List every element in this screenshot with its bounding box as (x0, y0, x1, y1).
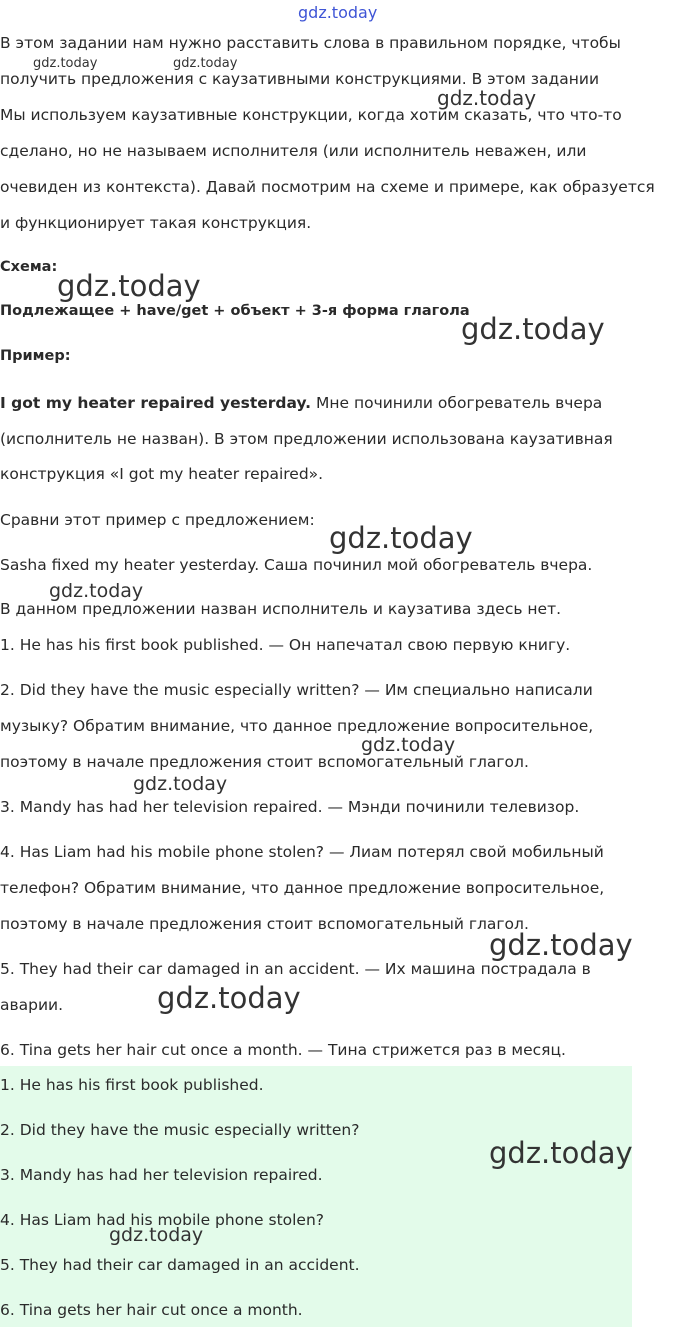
watermark: gdz.today (109, 1224, 204, 1246)
answer-box (0, 1066, 632, 1327)
intro-line: сделано, но не называем исполнителя (или исполнитель неважен, или (0, 142, 587, 160)
intro-line: очевиден из контекста). Давай посмотрим на схеме и примере, как образуется (0, 178, 655, 196)
watermark: gdz.today (489, 1136, 633, 1170)
watermark: gdz.today (329, 521, 473, 555)
intro-line: Мы используем каузативные конструкции, когда хотим сказать, что что-то (0, 106, 622, 124)
compare-sentence: Sasha fixed my heater yesterday. Саша починил мой обогреватель вчера. (0, 556, 593, 574)
intro-line: получить предложения с каузативными конструкциями. В этом задании (0, 70, 600, 88)
explanation-line: 2. Did they have the music especially written? — Им специально написали (0, 681, 593, 699)
example-sentence (0, 394, 602, 412)
watermark: gdz.today (173, 56, 238, 71)
watermark: gdz.today (133, 773, 228, 795)
explanation-line: 4. Has Liam had his mobile phone stolen? — Лиам потерял свой мобильный (0, 843, 604, 861)
scheme-label: Схема: (0, 259, 58, 275)
example-bold: I got my heater repaired yesterday. (0, 394, 312, 412)
watermark: gdz.today (157, 981, 301, 1015)
example-label: Пример: (0, 348, 71, 364)
explanation-line: 5. They had their car damaged in an accident. — Их машина пострадала в (0, 960, 591, 978)
watermark: gdz.today (361, 734, 456, 756)
watermark: gdz.today (437, 86, 537, 110)
explanation-line: 6. Tina gets her hair cut once a month. — Тина стрижется раз в месяц. (0, 1041, 566, 1059)
watermark: gdz.today (489, 928, 633, 962)
answer-line: 4. Has Liam had his mobile phone stolen? (0, 1211, 325, 1229)
watermark: gdz.today (461, 312, 605, 346)
scheme-formula: Подлежащее + have/get + объект + 3-я форма глагола (0, 303, 470, 319)
explanation-line: аварии. (0, 996, 64, 1014)
answer-line: 5. They had their car damaged in an accident. (0, 1256, 360, 1274)
answer-line: 2. Did they have the music especially written? (0, 1121, 360, 1139)
explanation-line: телефон? Обратим внимание, что данное предложение вопросительное, (0, 879, 605, 897)
intro-line: В этом задании нам нужно расставить слова в правильном порядке, чтобы (0, 34, 621, 52)
watermark: gdz.today (33, 56, 98, 71)
example-line: (исполнитель не назван). В этом предложении использована каузативная (0, 430, 613, 448)
explanation-line: поэтому в начале предложения стоит вспомогательный глагол. (0, 915, 529, 933)
watermark: gdz.today (49, 580, 144, 602)
answer-line: 6. Tina gets her hair cut once a month. (0, 1301, 303, 1319)
compare-note: В данном предложении назван исполнитель и каузатива здесь нет. (0, 600, 562, 618)
explanation-line: музыку? Обратим внимание, что данное предложение вопросительное, (0, 717, 594, 735)
compare-intro: Сравни этот пример с предложением: (0, 511, 315, 529)
example-line: конструкция «I got my heater repaired». (0, 465, 324, 483)
explanation-line: 1. He has his first book published. — Он напечатал свою первую книгу. (0, 636, 571, 654)
watermark: gdz.today (57, 269, 201, 303)
explanation-line: поэтому в начале предложения стоит вспомогательный глагол. (0, 753, 529, 771)
answer-line: 3. Mandy has had her television repaired. (0, 1166, 323, 1184)
intro-line: и функционирует такая конструкция. (0, 214, 312, 232)
watermark: gdz.today (298, 3, 378, 22)
answer-line: 1. He has his first book published. (0, 1076, 264, 1094)
example-translation: Мне починили обогреватель вчера (311, 394, 603, 412)
explanation-line: 3. Mandy has had her television repaired. — Мэнди починили телевизор. (0, 798, 580, 816)
